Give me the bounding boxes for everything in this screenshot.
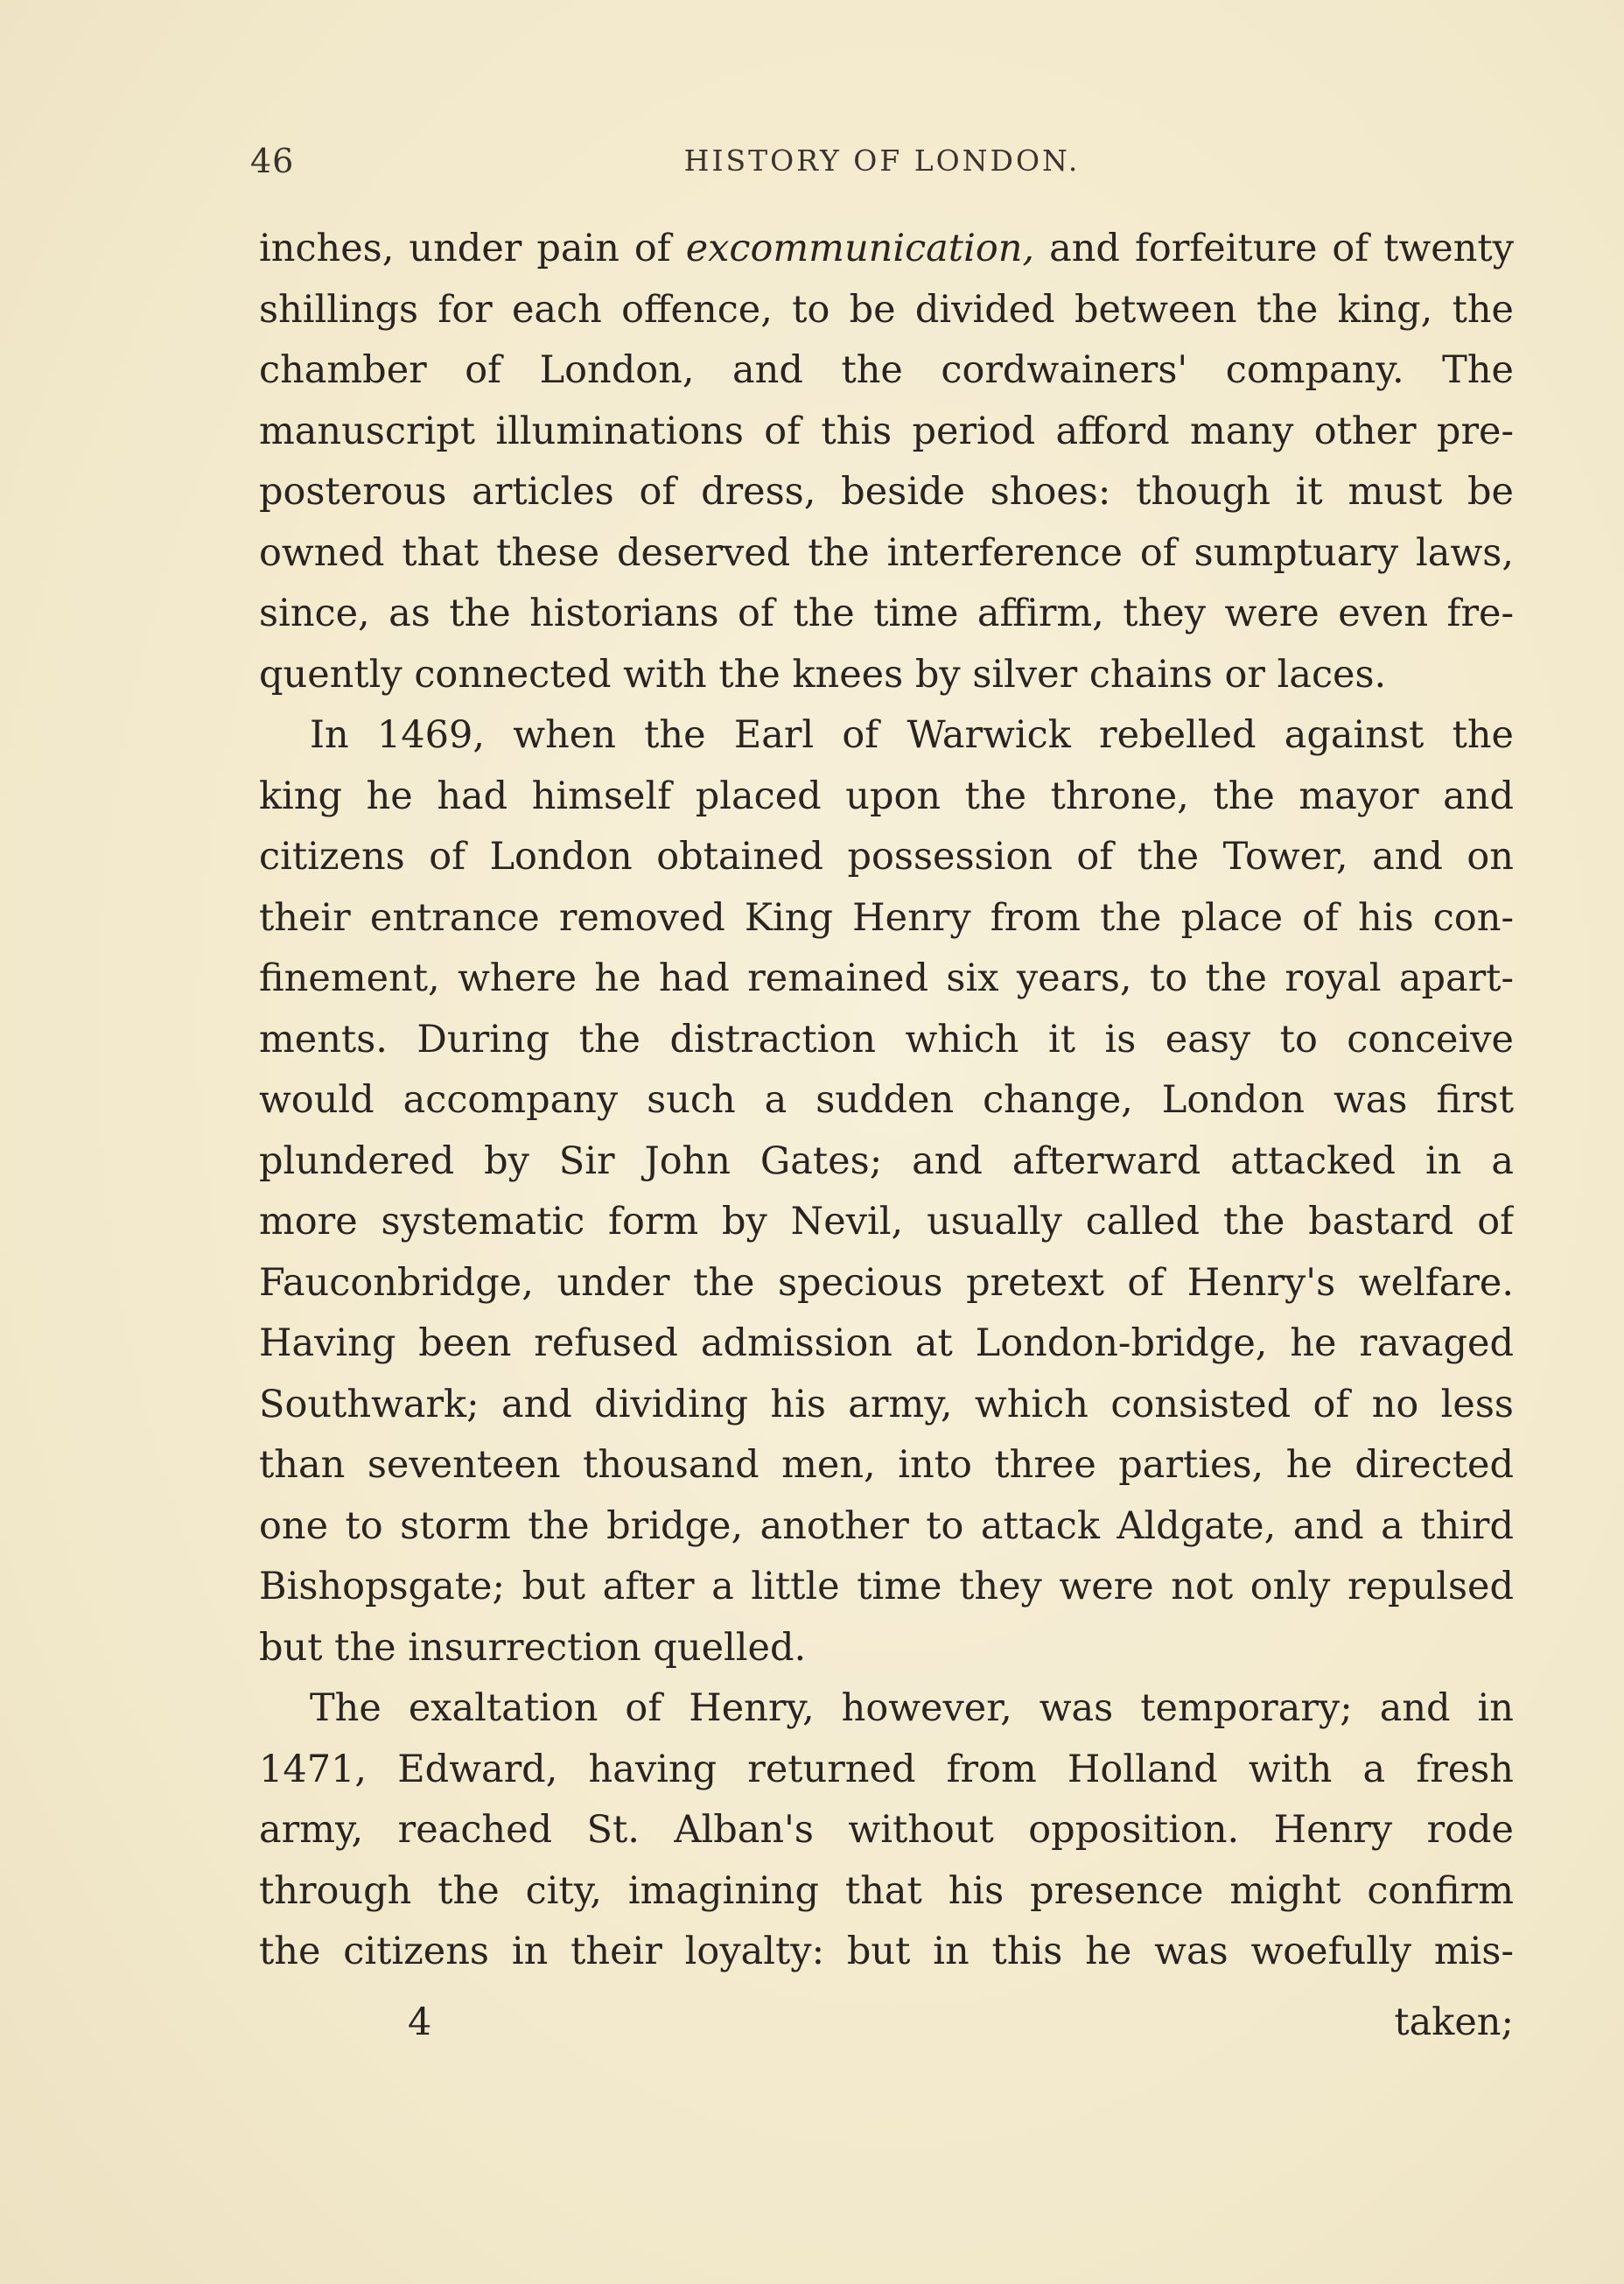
text-line: finement, where he had remained six years, to the royal apart- — [259, 956, 1514, 1000]
text-line: but the insurrection quelled. — [259, 1625, 807, 1670]
text-line — [259, 219, 1514, 280]
text-segment: inches, under pain of — [259, 227, 686, 270]
text-line: posterous articles of dress, beside shoes: though it must be — [259, 470, 1514, 514]
running-title: HISTORY OF LONDON. — [683, 144, 1081, 178]
catchword: taken; — [1394, 2000, 1514, 2044]
text-line: chamber of London, and the cordwainers' company. The — [259, 348, 1514, 392]
body-text — [259, 219, 1514, 1983]
paragraph-start-line: The exaltation of Henry, however, was temporary; and in — [310, 1686, 1514, 1730]
paragraph-start-line: In 1469, when the Earl of Warwick rebelled against the — [310, 713, 1514, 757]
text-line: Southwark; and dividing his army, which consisted of no less — [259, 1382, 1514, 1426]
text-line: owned that these deserved the interference of sumptuary laws, — [259, 530, 1514, 575]
page-footer — [259, 2000, 1514, 2062]
text-line: through the city, imagining that his presence might confirm — [259, 1868, 1514, 1913]
text-segment: and forfeiture of twenty — [1034, 227, 1514, 270]
text-line: plundered by Sir John Gates; and afterward attacked in a — [259, 1138, 1514, 1183]
text-line: ments. During the distraction which it is easy to conceive — [259, 1017, 1514, 1061]
text-line: quently connected with the knees by silver chains or laces. — [259, 652, 1387, 697]
text-line: one to storm the bridge, another to attack Aldgate, and a third — [259, 1503, 1514, 1548]
text-line: their entrance removed King Henry from the place of his con- — [259, 895, 1514, 940]
italic-term: excommunication, — [685, 227, 1035, 270]
text-line: Bishopsgate; but after a little time they were not only repulsed — [259, 1565, 1514, 1608]
text-line: since, as the historians of the time affirm, they were even fre- — [259, 592, 1514, 635]
text-line: than seventeen thousand men, into three parties, he directed — [259, 1443, 1514, 1487]
text-line: would accompany such a sudden change, London was first — [259, 1078, 1514, 1122]
text-line: king he had himself placed upon the throne, the mayor and — [259, 774, 1514, 818]
text-line: 1471, Edward, having returned from Holland with a fresh — [259, 1747, 1514, 1791]
text-line: the citizens in their loyalty: but in this he was woefully mis- — [259, 1930, 1514, 1973]
text-line: army, reached St. Alban's without opposition. Henry rode — [259, 1808, 1514, 1852]
running-head — [250, 142, 1514, 194]
text-line: Having been refused admission at London-bridge, he ravaged — [259, 1321, 1514, 1365]
text-line: shillings for each offence, to be divided between the king, the — [259, 287, 1514, 332]
text-line: Fauconbridge, under the specious pretext of Henry's welfare. — [259, 1260, 1514, 1305]
signature-mark: 4 — [408, 2000, 432, 2044]
text-line: more systematic form by Nevil, usually called the bastard of — [259, 1200, 1514, 1244]
text-line: citizens of London obtained possession of the Tower, and on — [259, 835, 1514, 879]
text-line: manuscript illuminations of this period afford many other pre- — [259, 409, 1514, 453]
page-number: 46 — [250, 142, 295, 180]
